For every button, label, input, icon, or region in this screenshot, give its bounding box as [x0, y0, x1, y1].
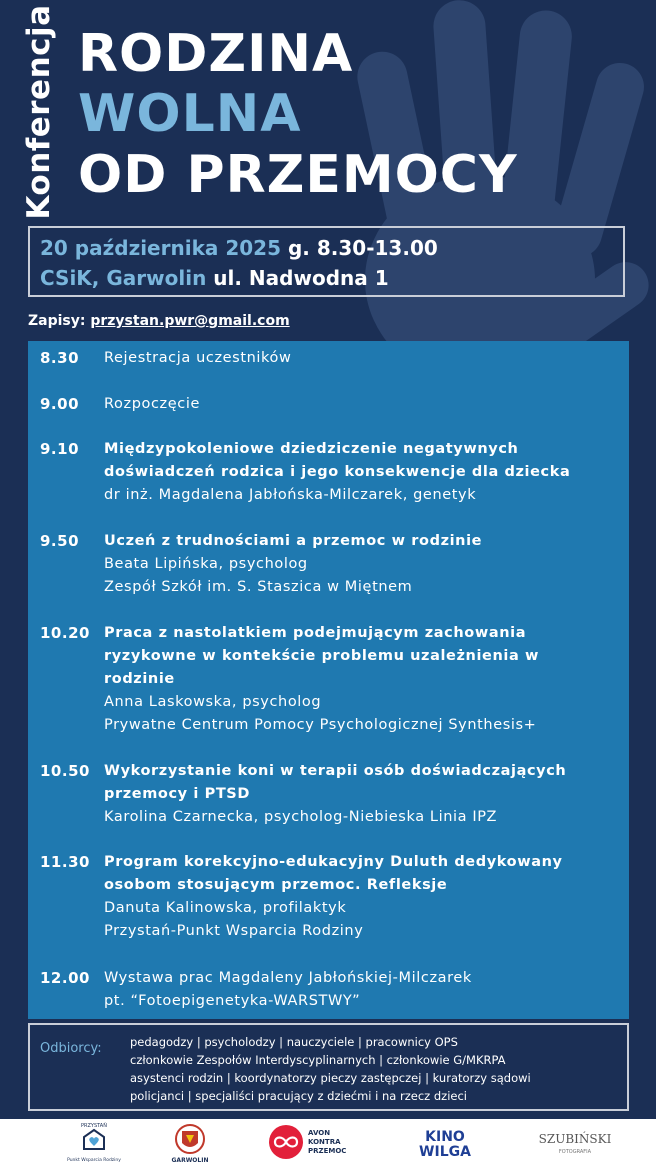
sponsor-logos-bar [0, 1119, 656, 1166]
program-time: 12.00 [40, 969, 90, 987]
kino-wilga-logo-icon [400, 1119, 490, 1166]
audience-box [28, 1023, 629, 1111]
program-time: 9.10 [40, 440, 80, 458]
program-time: 10.50 [40, 762, 90, 780]
program-line: dr inż. Magdalena Jabłońska-Milczarek, genetyk [104, 487, 477, 503]
program-time: 9.00 [40, 395, 80, 413]
program-line: Rejestracja uczestników [104, 350, 292, 366]
program-line: Prywatne Centrum Pomocy Psychologicznej Synthesis+ [104, 717, 537, 733]
conference-label: Konferencja [21, 4, 57, 220]
audience-line: pedagodzy | psycholodzy | nauczyciele | pracownicy OPS [130, 1035, 458, 1049]
program-title: Wykorzystanie koni w terapii osób doświadczających przemocy i PTSD [104, 763, 567, 802]
audience-line: członkowie Zespołów Interdyscyplinarnych | członkowie G/MKRPA [130, 1053, 506, 1067]
date-venue-box [28, 226, 625, 297]
title-line-2: WOLNA [78, 84, 302, 144]
program-title: Praca z nastolatkiem podejmującym zachowania ryzykowne w kontekście problemu uzależnienia w rodzinie [104, 625, 539, 687]
przystan-logo-top: PRZYSTAŃ [81, 1123, 107, 1129]
przystan-logo-bottom: Punkt Wsparcia Rodziny [67, 1158, 121, 1163]
program-line: Karolina Czarnecka, psycholog-Niebieska Linia IPZ [104, 809, 498, 825]
program-time: 10.20 [40, 624, 90, 642]
program-time: 11.30 [40, 853, 90, 871]
program-title: Uczeń z trudnościami a przemoc w rodzinie [104, 533, 483, 549]
registration-label: Zapisy: [28, 313, 86, 329]
event-time: g. 8.30-13.00 [287, 236, 438, 260]
program-line: Danuta Kalinowska, profilaktyk [104, 900, 347, 916]
program-line: Beata Lipińska, psycholog [104, 556, 308, 572]
program-panel [28, 341, 629, 1019]
garwolin-logo-text: GARWOLIN [171, 1157, 209, 1164]
program-time: 9.50 [40, 532, 80, 550]
event-date: 20 października 2025 [40, 236, 282, 260]
title-line-3: OD PRZEMOCY [78, 145, 518, 205]
garwolin-crest-icon [160, 1119, 220, 1166]
program-line: Rozpoczęcie [104, 396, 201, 412]
kino-logo-line-1: KINO [425, 1129, 465, 1145]
kino-logo-line-2: WILGA [419, 1144, 471, 1160]
title-line-1: RODZINA [78, 24, 354, 84]
szubinski-logo-line-2: FOTOGRAFIA [558, 1149, 592, 1155]
event-address: ul. Nadwodna 1 [213, 266, 389, 290]
avon-logo-line-2: KONTRA [308, 1138, 341, 1146]
program-title: Program korekcyjno-edukacyjny Duluth dedykowany osobom stosującym przemoc. Refleksje [104, 854, 563, 893]
avon-logo-line-3: PRZEMOC [308, 1147, 347, 1155]
program-line: pt. “Fotoepigenetyka-WARSTWY” [104, 993, 361, 1009]
program-line: Wystawa prac Magdaleny Jabłońskiej-Milczarek [104, 970, 472, 986]
program-line: Zespół Szkół im. S. Staszica w Miętnem [104, 579, 413, 595]
audience-label: Odbiorcy: [40, 1041, 102, 1056]
event-venue: CSiK, Garwolin [40, 266, 207, 290]
program-title: Międzypokoleniowe dziedziczenie negatywnych doświadczeń rodzica i jego konsekwencje dla dziecka [104, 441, 571, 480]
szubinski-logo-icon [520, 1119, 630, 1166]
przystan-logo-icon [40, 1119, 150, 1166]
program-line: Anna Laskowska, psycholog [104, 694, 322, 710]
program-time: 8.30 [40, 349, 80, 367]
avon-kontra-przemoc-logo-icon [262, 1119, 362, 1166]
szubinski-logo-line-1: SZUBIŃSKI [538, 1132, 612, 1146]
registration [28, 313, 290, 329]
avon-logo-line-1: AVON [308, 1129, 331, 1137]
registration-email-link[interactable]: przystan.pwr@gmail.com [90, 313, 290, 329]
audience-line: asystenci rodzin | koordynatorzy pieczy zastępczej | kuratorzy sądowi [130, 1071, 531, 1085]
audience-line: policjanci | specjaliści pracujący z dziećmi i na rzecz dzieci [130, 1089, 467, 1103]
program-line: Przystań-Punkt Wsparcia Rodziny [104, 923, 364, 939]
